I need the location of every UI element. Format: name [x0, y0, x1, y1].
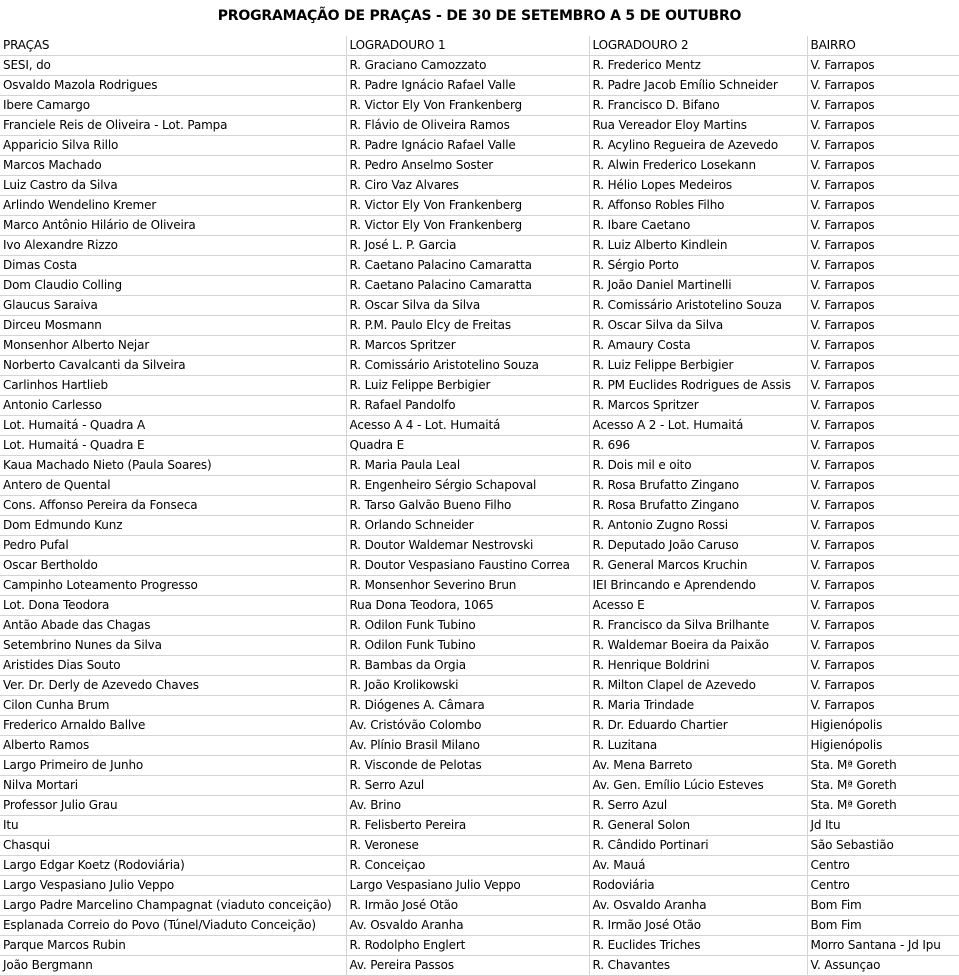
logradouro-2-cell: R. Oscar Silva da Silva	[589, 316, 807, 336]
table-row	[0, 356, 959, 376]
logradouro-2-cell: Av. Gen. Emílio Lúcio Esteves	[589, 776, 807, 796]
logradouro-1-cell: R. João Krolikowski	[346, 676, 589, 696]
logradouro-1-cell: R. José L. P. Garcia	[346, 236, 589, 256]
logradouro-2-cell: Av. Osvaldo Aranha	[589, 896, 807, 916]
bairro-cell: V. Farrapos	[807, 676, 959, 696]
table-row	[0, 756, 959, 776]
bairro-cell: Bom Fim	[807, 916, 959, 936]
table-row	[0, 316, 959, 336]
logradouro-1-cell: R. Orlando Schneider	[346, 516, 589, 536]
logradouro-2-cell: R. Francisco da Silva Brilhante	[589, 616, 807, 636]
bairro-cell: V. Farrapos	[807, 116, 959, 136]
praca-cell: Antão Abade das Chagas	[0, 616, 346, 636]
table-body	[0, 56, 959, 976]
table-row	[0, 176, 959, 196]
praca-cell: Campinho Loteamento Progresso	[0, 576, 346, 596]
logradouro-2-cell: Av. Mena Barreto	[589, 756, 807, 776]
logradouro-2-cell: R. Irmão José Otão	[589, 916, 807, 936]
logradouro-2-cell: R. Amaury Costa	[589, 336, 807, 356]
logradouro-1-cell: R. Veronese	[346, 836, 589, 856]
bairro-cell: Higienópolis	[807, 736, 959, 756]
bairro-cell: V. Farrapos	[807, 56, 959, 76]
table-row	[0, 396, 959, 416]
praca-cell: Kaua Machado Nieto (Paula Soares)	[0, 456, 346, 476]
bairro-cell: V. Farrapos	[807, 696, 959, 716]
logradouro-1-cell: R. Felisberto Pereira	[346, 816, 589, 836]
logradouro-2-cell: R. Maria Trindade	[589, 696, 807, 716]
praca-cell: Setembrino Nunes da Silva	[0, 636, 346, 656]
logradouro-1-cell: R. Doutor Vespasiano Faustino Correa	[346, 556, 589, 576]
praca-cell: Antero de Quental	[0, 476, 346, 496]
logradouro-1-cell: R. Monsenhor Severino Brun	[346, 576, 589, 596]
praca-cell: Largo Vespasiano Julio Veppo	[0, 876, 346, 896]
logradouro-2-cell: R. Comissário Aristotelino Souza	[589, 296, 807, 316]
logradouro-1-cell: R. Comissário Aristotelino Souza	[346, 356, 589, 376]
bairro-cell: Morro Santana - Jd Ipu	[807, 936, 959, 956]
table-row	[0, 576, 959, 596]
logradouro-1-cell: Quadra E	[346, 436, 589, 456]
praca-cell: Lot. Humaitá - Quadra A	[0, 416, 346, 436]
bairro-cell: V. Farrapos	[807, 136, 959, 156]
bairro-cell: V. Farrapos	[807, 516, 959, 536]
logradouro-1-cell: R. Odilon Funk Tubino	[346, 636, 589, 656]
bairro-cell: V. Farrapos	[807, 216, 959, 236]
logradouro-2-cell: R. Frederico Mentz	[589, 56, 807, 76]
table-row	[0, 76, 959, 96]
bairro-cell: V. Farrapos	[807, 476, 959, 496]
logradouro-1-cell: R. Caetano Palacino Camaratta	[346, 256, 589, 276]
logradouro-2-cell: R. Dr. Eduardo Chartier	[589, 716, 807, 736]
header-bairro: BAIRRO	[807, 36, 959, 56]
table-row	[0, 116, 959, 136]
table-row	[0, 376, 959, 396]
logradouro-1-cell: R. Odilon Funk Tubino	[346, 616, 589, 636]
logradouro-1-cell: Largo Vespasiano Julio Veppo	[346, 876, 589, 896]
bairro-cell: V. Farrapos	[807, 396, 959, 416]
praca-cell: Antonio Carlesso	[0, 396, 346, 416]
bairro-cell: Sta. Mª Goreth	[807, 796, 959, 816]
table-row	[0, 656, 959, 676]
table-row	[0, 476, 959, 496]
praca-cell: Ibere Camargo	[0, 96, 346, 116]
praca-cell: Cilon Cunha Brum	[0, 696, 346, 716]
praca-cell: Dom Edmundo Kunz	[0, 516, 346, 536]
praca-cell: SESI, do	[0, 56, 346, 76]
praca-cell: Marcos Machado	[0, 156, 346, 176]
table-row	[0, 916, 959, 936]
table-row	[0, 936, 959, 956]
praca-cell: Carlinhos Hartlieb	[0, 376, 346, 396]
table-row	[0, 676, 959, 696]
logradouro-1-cell: Av. Brino	[346, 796, 589, 816]
table-row	[0, 536, 959, 556]
praca-cell: Largo Primeiro de Junho	[0, 756, 346, 776]
praca-cell: Largo Edgar Koetz (Rodoviária)	[0, 856, 346, 876]
bairro-cell: V. Farrapos	[807, 316, 959, 336]
logradouro-2-cell: R. Antonio Zugno Rossi	[589, 516, 807, 536]
logradouro-2-cell: R. Affonso Robles Filho	[589, 196, 807, 216]
table-row	[0, 256, 959, 276]
table-row	[0, 276, 959, 296]
bairro-cell: V. Farrapos	[807, 176, 959, 196]
praca-cell: Dirceu Mosmann	[0, 316, 346, 336]
praca-cell: Parque Marcos Rubin	[0, 936, 346, 956]
praca-cell: Chasqui	[0, 836, 346, 856]
logradouro-1-cell: R. Pedro Anselmo Soster	[346, 156, 589, 176]
table-row	[0, 616, 959, 636]
bairro-cell: V. Farrapos	[807, 576, 959, 596]
logradouro-2-cell: Rodoviária	[589, 876, 807, 896]
logradouro-2-cell: R. Ibare Caetano	[589, 216, 807, 236]
praca-cell: Cons. Affonso Pereira da Fonseca	[0, 496, 346, 516]
praca-cell: Ivo Alexandre Rizzo	[0, 236, 346, 256]
praca-cell: Luiz Castro da Silva	[0, 176, 346, 196]
logradouro-2-cell: R. Milton Clapel de Azevedo	[589, 676, 807, 696]
praca-cell: Marco Antônio Hilário de Oliveira	[0, 216, 346, 236]
praca-cell: Pedro Pufal	[0, 536, 346, 556]
logradouro-2-cell: R. 696	[589, 436, 807, 456]
logradouro-1-cell: Av. Osvaldo Aranha	[346, 916, 589, 936]
logradouro-2-cell: R. Henrique Boldrini	[589, 656, 807, 676]
table-row	[0, 836, 959, 856]
bairro-cell: São Sebastião	[807, 836, 959, 856]
logradouro-2-cell: Av. Mauá	[589, 856, 807, 876]
bairro-cell: V. Farrapos	[807, 356, 959, 376]
table-row	[0, 816, 959, 836]
logradouro-2-cell: R. Acylino Regueira de Azevedo	[589, 136, 807, 156]
praca-cell: Lot. Humaitá - Quadra E	[0, 436, 346, 456]
praca-cell: Arlindo Wendelino Kremer	[0, 196, 346, 216]
praca-cell: Esplanada Correio do Povo (Túnel/Viaduto Conceição)	[0, 916, 346, 936]
logradouro-1-cell: R. P.M. Paulo Elcy de Freitas	[346, 316, 589, 336]
logradouro-1-cell: R. Victor Ely Von Frankenberg	[346, 216, 589, 236]
table-row	[0, 876, 959, 896]
logradouro-2-cell: R. Deputado João Caruso	[589, 536, 807, 556]
bairro-cell: V. Farrapos	[807, 656, 959, 676]
bairro-cell: V. Farrapos	[807, 276, 959, 296]
praca-cell: Franciele Reis de Oliveira - Lot. Pampa	[0, 116, 346, 136]
bairro-cell: V. Farrapos	[807, 436, 959, 456]
table-row	[0, 296, 959, 316]
praca-cell: Largo Padre Marcelino Champagnat (viaduto conceição)	[0, 896, 346, 916]
table-row	[0, 736, 959, 756]
table-row	[0, 856, 959, 876]
logradouro-2-cell: Rua Vereador Eloy Martins	[589, 116, 807, 136]
bairro-cell: V. Farrapos	[807, 596, 959, 616]
logradouro-2-cell: R. Padre Jacob Emílio Schneider	[589, 76, 807, 96]
bairro-cell: V. Farrapos	[807, 76, 959, 96]
logradouro-2-cell: R. Francisco D. Bifano	[589, 96, 807, 116]
logradouro-2-cell: R. Euclides Triches	[589, 936, 807, 956]
logradouro-1-cell: R. Rodolpho Englert	[346, 936, 589, 956]
table-row	[0, 216, 959, 236]
table-row	[0, 556, 959, 576]
bairro-cell: V. Farrapos	[807, 196, 959, 216]
bairro-cell: V. Farrapos	[807, 536, 959, 556]
logradouro-1-cell: R. Engenheiro Sérgio Schapoval	[346, 476, 589, 496]
header-logradouro-2: LOGRADOURO 2	[589, 36, 807, 56]
table-row	[0, 156, 959, 176]
logradouro-1-cell: R. Irmão José Otão	[346, 896, 589, 916]
logradouro-1-cell: R. Graciano Camozzato	[346, 56, 589, 76]
logradouro-2-cell: R. PM Euclides Rodrigues de Assis	[589, 376, 807, 396]
praca-cell: Ver. Dr. Derly de Azevedo Chaves	[0, 676, 346, 696]
logradouro-2-cell: R. Dois mil e oito	[589, 456, 807, 476]
logradouro-2-cell: R. Alwin Frederico Losekann	[589, 156, 807, 176]
bairro-cell: Higienópolis	[807, 716, 959, 736]
praca-cell: Alberto Ramos	[0, 736, 346, 756]
bairro-cell: Centro	[807, 876, 959, 896]
table-row	[0, 336, 959, 356]
bairro-cell: V. Farrapos	[807, 156, 959, 176]
table-row	[0, 136, 959, 156]
bairro-cell: V. Farrapos	[807, 96, 959, 116]
table-row	[0, 96, 959, 116]
logradouro-1-cell: R. Luiz Felippe Berbigier	[346, 376, 589, 396]
logradouro-1-cell: R. Rafael Pandolfo	[346, 396, 589, 416]
table-row	[0, 56, 959, 76]
logradouro-1-cell: R. Bambas da Orgia	[346, 656, 589, 676]
logradouro-1-cell: R. Serro Azul	[346, 776, 589, 796]
praca-cell: João Bergmann	[0, 956, 346, 976]
table-row	[0, 716, 959, 736]
table-row	[0, 636, 959, 656]
bairro-cell: Sta. Mª Goreth	[807, 776, 959, 796]
praca-cell: Monsenhor Alberto Nejar	[0, 336, 346, 356]
bairro-cell: V. Farrapos	[807, 496, 959, 516]
bairro-cell: Jd Itu	[807, 816, 959, 836]
table-row	[0, 516, 959, 536]
logradouro-2-cell: R. Rosa Brufatto Zingano	[589, 496, 807, 516]
bairro-cell: Bom Fim	[807, 896, 959, 916]
table-row	[0, 896, 959, 916]
table-row	[0, 456, 959, 476]
table-row	[0, 956, 959, 976]
table-row	[0, 196, 959, 216]
logradouro-2-cell: R. Luiz Alberto Kindlein	[589, 236, 807, 256]
praca-cell: Oscar Bertholdo	[0, 556, 346, 576]
logradouro-2-cell: R. Hélio Lopes Medeiros	[589, 176, 807, 196]
page-title: PROGRAMAÇÃO DE PRAÇAS - DE 30 DE SETEMBRO A 5 DE OUTUBRO	[217, 8, 742, 24]
praca-cell: Aristides Dias Souto	[0, 656, 346, 676]
logradouro-1-cell: R. Victor Ely Von Frankenberg	[346, 96, 589, 116]
logradouro-2-cell: R. General Solon	[589, 816, 807, 836]
bairro-cell: V. Farrapos	[807, 296, 959, 316]
logradouro-2-cell: R. Sérgio Porto	[589, 256, 807, 276]
logradouro-2-cell: Acesso E	[589, 596, 807, 616]
bairro-cell: V. Farrapos	[807, 376, 959, 396]
bairro-cell: V. Farrapos	[807, 336, 959, 356]
logradouro-2-cell: Acesso A 2 - Lot. Humaitá	[589, 416, 807, 436]
table-row	[0, 236, 959, 256]
logradouro-2-cell: R. Luiz Felippe Berbigier	[589, 356, 807, 376]
pracas-table	[0, 36, 959, 976]
logradouro-2-cell: IEI Brincando e Aprendendo	[589, 576, 807, 596]
logradouro-1-cell: R. Maria Paula Leal	[346, 456, 589, 476]
logradouro-2-cell: R. Waldemar Boeira da Paixão	[589, 636, 807, 656]
praca-cell: Appariсio Silva Rillo	[0, 136, 346, 156]
praca-cell: Dom Claudio Colling	[0, 276, 346, 296]
logradouro-2-cell: R. General Marcos Kruchin	[589, 556, 807, 576]
praca-cell: Norberto Cavalcanti da Silveira	[0, 356, 346, 376]
logradouro-2-cell: R. Luzitana	[589, 736, 807, 756]
logradouro-1-cell: Av. Pereira Passos	[346, 956, 589, 976]
praca-cell: Frederico Arnaldo Ballve	[0, 716, 346, 736]
logradouro-1-cell: R. Tarso Galvão Bueno Filho	[346, 496, 589, 516]
praca-cell: Osvaldo Mazola Rodrigues	[0, 76, 346, 96]
header-pracas: PRAÇAS	[0, 36, 346, 56]
logradouro-1-cell: R. Oscar Silva da Silva	[346, 296, 589, 316]
logradouro-1-cell: Rua Dona Teodora, 1065	[346, 596, 589, 616]
praca-cell: Professor Julio Grau	[0, 796, 346, 816]
header-row	[0, 36, 959, 56]
logradouro-1-cell: R. Victor Ely Von Frankenberg	[346, 196, 589, 216]
table-row	[0, 796, 959, 816]
table-row	[0, 596, 959, 616]
praca-cell: Itu	[0, 816, 346, 836]
bairro-cell: V. Farrapos	[807, 416, 959, 436]
logradouro-1-cell: R. Marcos Spritzer	[346, 336, 589, 356]
logradouro-1-cell: Av. Cristóvão Colombo	[346, 716, 589, 736]
bairro-cell: V. Farrapos	[807, 236, 959, 256]
table-row	[0, 416, 959, 436]
bairro-cell: V. Farrapos	[807, 616, 959, 636]
logradouro-1-cell: R. Doutor Waldemar Nestrovski	[346, 536, 589, 556]
header-logradouro-1: LOGRADOURO 1	[346, 36, 589, 56]
logradouro-2-cell: R. Cândido Portinari	[589, 836, 807, 856]
logradouro-1-cell: R. Conceiçao	[346, 856, 589, 876]
logradouro-1-cell: R. Caetano Palacino Camaratta	[346, 276, 589, 296]
logradouro-1-cell: R. Ciro Vaz Alvares	[346, 176, 589, 196]
bairro-cell: V. Farrapos	[807, 456, 959, 476]
logradouro-2-cell: R. João Daniel Martinelli	[589, 276, 807, 296]
logradouro-2-cell: R. Chavantes	[589, 956, 807, 976]
bairro-cell: V. Farrapos	[807, 556, 959, 576]
logradouro-2-cell: R. Serro Azul	[589, 796, 807, 816]
praca-cell: Glaucus Saraiva	[0, 296, 346, 316]
bairro-cell: V. Farrapos	[807, 636, 959, 656]
table-row	[0, 496, 959, 516]
bairro-cell: Centro	[807, 856, 959, 876]
bairro-cell: Sta. Mª Goreth	[807, 756, 959, 776]
praca-cell: Lot. Dona Teodora	[0, 596, 346, 616]
bairro-cell: V. Assunçao	[807, 956, 959, 976]
logradouro-2-cell: R. Rosa Brufatto Zingano	[589, 476, 807, 496]
praca-cell: Nilva Mortari	[0, 776, 346, 796]
logradouro-1-cell: R. Padre Ignácio Rafael Valle	[346, 76, 589, 96]
table-row	[0, 776, 959, 796]
logradouro-1-cell: Acesso A 4 - Lot. Humaitá	[346, 416, 589, 436]
praca-cell: Dimas Costa	[0, 256, 346, 276]
logradouro-1-cell: R. Padre Ignácio Rafael Valle	[346, 136, 589, 156]
logradouro-2-cell: R. Marcos Spritzer	[589, 396, 807, 416]
table-row	[0, 696, 959, 716]
logradouro-1-cell: R. Visconde de Pelotas	[346, 756, 589, 776]
logradouro-1-cell: R. Flávio de Oliveira Ramos	[346, 116, 589, 136]
bairro-cell: V. Farrapos	[807, 256, 959, 276]
logradouro-1-cell: Av. Plínio Brasil Milano	[346, 736, 589, 756]
table-row	[0, 436, 959, 456]
logradouro-1-cell: R. Diógenes A. Câmara	[346, 696, 589, 716]
